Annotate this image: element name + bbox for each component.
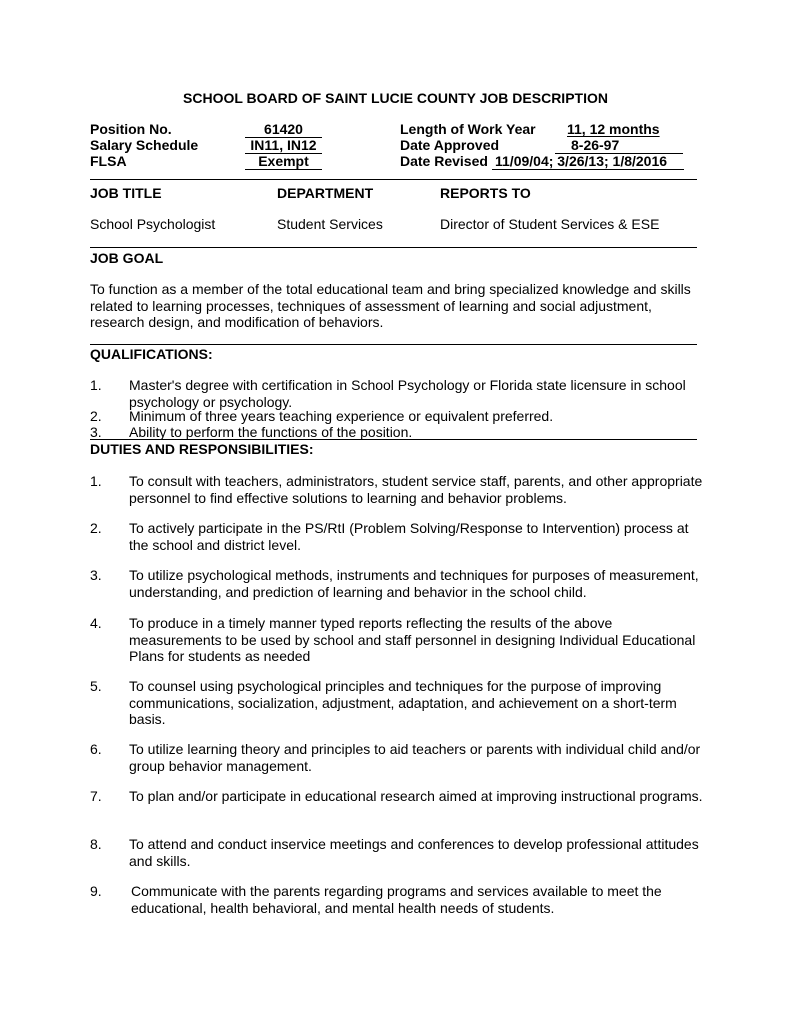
document-title: SCHOOL BOARD OF SAINT LUCIE COUNTY JOB DESCRIPTION — [183, 90, 608, 106]
salary-schedule-label: Salary Schedule — [90, 137, 199, 153]
qualifications-heading: QUALIFICATIONS: — [90, 346, 213, 362]
date-revised-label: Date Revised — [400, 153, 488, 169]
salary-schedule-value: IN11, IN12 — [250, 137, 317, 153]
list-item-text: To utilize learning theory and principles to aid teachers or parents with individual child and/or group behavior management. — [129, 741, 701, 774]
list-item-number: 4. — [90, 615, 102, 631]
list-item-number: 1. — [90, 473, 102, 489]
job-goal-text: To function as a member of the total educational team and bring specialized knowledge and skills related to learning processes, techniques of assessment of learning and social adjustment, research design, and modification of behaviors. — [90, 281, 691, 330]
position-no-value: 61420 — [264, 121, 303, 137]
list-item-number: 3. — [90, 567, 102, 583]
list-item-number: 2. — [90, 520, 102, 536]
job-title-value: School Psychologist — [90, 216, 216, 232]
date-approved-label: Date Approved — [400, 137, 500, 153]
list-item-number: 7. — [90, 788, 102, 804]
list-item-text: To attend and conduct inservice meetings and conferences to develop professional attitudes and skills. — [129, 836, 699, 869]
list-item-number: 1. — [90, 377, 102, 393]
reports-to-header: REPORTS TO — [440, 185, 531, 201]
list-item-text: To utilize psychological methods, instruments and techniques for purposes of measurement, understanding, and prediction of learning and behavior in the school child. — [129, 567, 699, 600]
list-item-text: Master's degree with certification in School Psychology or Florida state licensure in school psychology or psychology. — [129, 377, 686, 410]
reports-to-value: Director of Student Services & ESE — [440, 216, 660, 232]
job-goal-heading: JOB GOAL — [90, 250, 164, 266]
list-item-number: 8. — [90, 836, 102, 852]
divider-line — [90, 179, 697, 180]
duties-heading: DUTIES AND RESPONSIBILITIES: — [90, 441, 314, 457]
position-no-label: Position No. — [90, 121, 172, 137]
list-item-number: 5. — [90, 678, 102, 694]
job-title-header: JOB TITLE — [90, 185, 162, 201]
list-item-number: 2. — [90, 408, 102, 424]
flsa-value: Exempt — [258, 153, 309, 169]
list-item-text: To actively participate in the PS/RtI (Problem Solving/Response to Intervention) process at the school and district level. — [129, 520, 689, 553]
divider-line — [90, 439, 697, 440]
list-item-text: To counsel using psychological principles and techniques for the purpose of improving communications, socialization, adjustment, adaptation, and achievement on a short-term basis. — [129, 678, 677, 727]
date-revised-value: 11/09/04; 3/26/13; 1/8/2016 — [495, 153, 668, 169]
list-item-text: To plan and/or participate in educational research aimed at improving instructional programs. — [129, 788, 703, 804]
list-item-text: Communicate with the parents regarding programs and services available to meet the educational, health behavioral, and mental health needs of students. — [131, 883, 662, 916]
department-header: DEPARTMENT — [277, 185, 374, 201]
divider-line — [90, 247, 697, 248]
list-item-number: 9. — [90, 883, 102, 899]
list-item-text: To consult with teachers, administrators, student service staff, parents, and other appropriate personnel to find effective solutions to learning and behavior problems. — [129, 473, 703, 506]
divider-line — [90, 344, 697, 345]
length-of-work-year-value: 11, 12 months — [567, 121, 660, 137]
list-item-number: 3. — [90, 424, 102, 440]
length-of-work-year-label: Length of Work Year — [400, 121, 536, 137]
list-item-text: Minimum of three years teaching experience or equivalent preferred. — [129, 408, 554, 424]
list-item-text: Ability to perform the functions of the position. — [129, 424, 413, 440]
flsa-label: FLSA — [90, 153, 127, 169]
date-approved-value: 8-26-97 — [571, 137, 620, 153]
list-item-text: To produce in a timely manner typed reports reflecting the results of the above measurements to be used by school and staff personnel in designing Individual Educational Plans for students as needed — [129, 615, 696, 664]
list-item-number: 6. — [90, 741, 102, 757]
department-value: Student Services — [277, 216, 383, 232]
